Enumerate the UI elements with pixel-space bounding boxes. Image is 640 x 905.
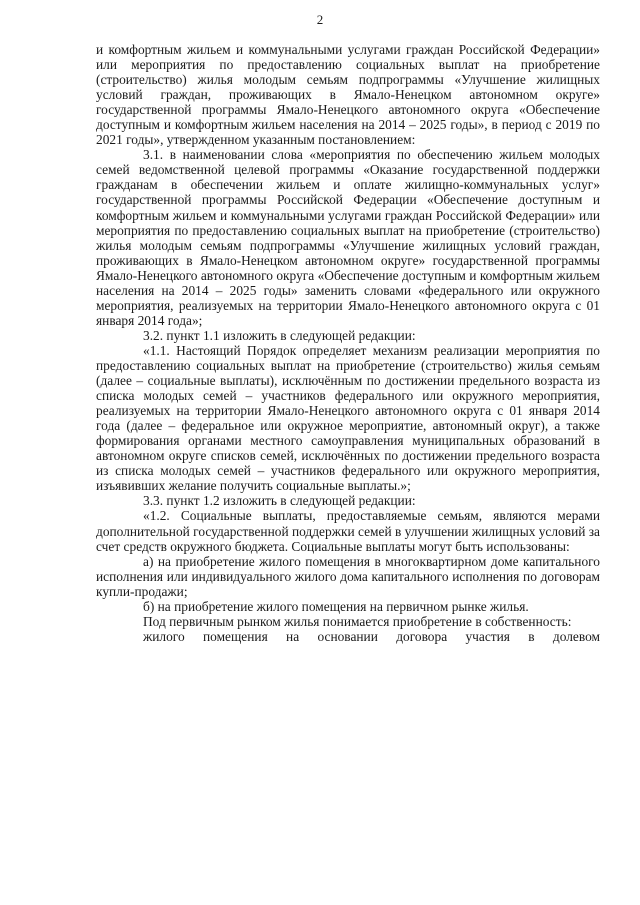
paragraph-primary-market: Под первичным рынком жилья понимается приобретение в собственность: xyxy=(143,613,572,629)
paragraph-3-1: 3.1. в наименовании слова «мероприятия по обеспечению жильем молодых семей ведомственной целевой программы «Оказание государственной поддержки гражданам в обеспечении жильем и оплате жилищно-коммунальных услуг» государственной программы Российской Федерации «Обеспечение доступным и комфортным жильем и коммунальными услугами граждан Российской Федерации» или мероприятия по предоставлению социальных выплат на приобретение (строительство) жилья молодым семьям подпрограммы «Улучшение жилищных условий граждан, проживающих в Ямало-Ненецком автономном округе» государственной программы Ямало-Ненецкого автономного округа «Обеспечение доступным и комфортным жильем населения на 2014 – 2025 годы» заменить словами «федерального или окружного мероприятия, реализуемых на территории Ямало-Ненецкого автономного округа с 01 января 2014 года»; xyxy=(96,147,600,328)
paragraph-item-b: б) на приобретение жилого помещения на первичном рынке жилья. xyxy=(143,598,529,614)
page-number: 2 xyxy=(316,12,324,27)
paragraph-continuation: и комфортным жильем и коммунальными услугами граждан Российской Федерации» или мероприятия по предоставлению социальных выплат на приобретение (строительство) жилья молодым семьям подпрограммы «Улучшение жилищных условий граждан, проживающих в Ямало-Ненецком автономном округе» государственной программы Ямало-Ненецкого автономного округа «Обеспечение доступным и комфортным жильем населения на 2014 – 2025 годы», в период с 2019 по 2021 годы», утвержденном указанным постановлением: xyxy=(96,42,600,148)
document-body xyxy=(96,42,600,644)
paragraph-1-1: «1.1. Настоящий Порядок определяет механизм реализации мероприятия по предоставлению социальных выплат на приобретение (строительство) жилья семьям (далее – социальные выплаты), исключённым по достижении предельного возраста из списка молодых семей – участников федерального или окружного мероприятия, реализуемых на территории Ямало-Ненецкого автономного округа с 01 января 2014 года (далее – федеральное или окружное мероприятие, автономный округ), а также формирования органами местного самоуправления муниципальных образований в автономном округе списков семей, исключённых по достижении предельного возраста из списка молодых семей – участников федерального или окружного мероприятия, изъявивших желание получить социальные выплаты.»; xyxy=(96,342,600,494)
paragraph-shared-construction: жилого помещения на основании договора участия в долевом xyxy=(143,628,600,644)
paragraph-3-2: 3.2. пункт 1.1 изложить в следующей редакции: xyxy=(143,327,416,343)
paragraph-3-3: 3.3. пункт 1.2 изложить в следующей редакции: xyxy=(143,493,416,509)
paragraph-item-a: а) на приобретение жилого помещения в многоквартирном доме капитального исполнения или индивидуального жилого дома капитального исполнения по договорам купли-продажи; xyxy=(96,553,600,599)
paragraph-1-2: «1.2. Социальные выплаты, предоставляемые семьям, являются мерами дополнительной государственной поддержки семей в улучшении жилищных условий за счет средств окружного бюджета. Социальные выплаты могут быть использованы: xyxy=(96,508,600,554)
